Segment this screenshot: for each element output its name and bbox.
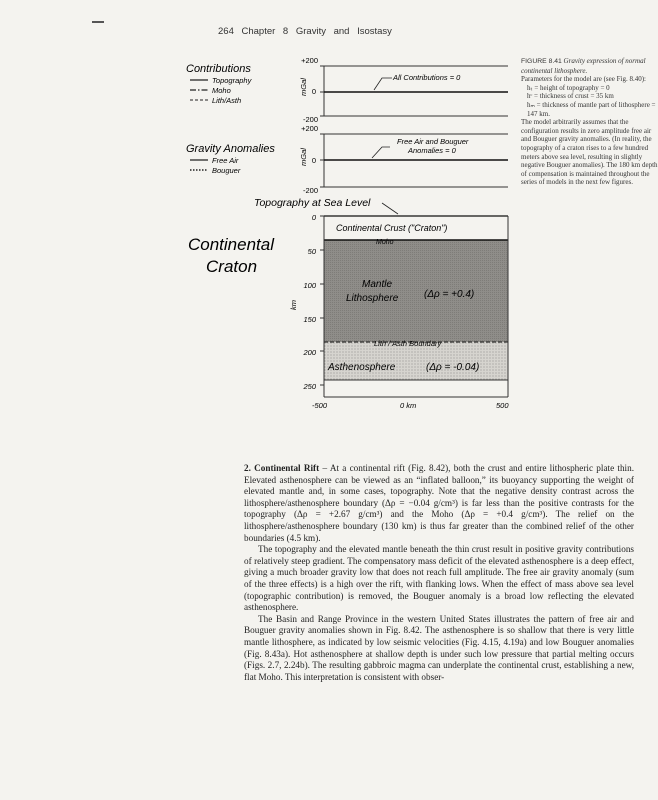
depth-tick: 200 [303,348,316,357]
tick-label: 0 [311,156,316,165]
body-paragraph: The Basin and Range Province in the western United States illustrates the pattern of free air and Bouguer gravity anomalies shown in Fig. 8.42. The asthenosphere is so shallow that there is very little mantle lithosphere, as indicated by low seismic velocities (Fig. 4.15, 4.19a) and low Bouguer anomalies (Fig. 8.43a). Hot asthenosphere at shallow depth is under such low pressure that partial melting occurs (Figs. 2.7, 2.24b). The resulting gabbroic magma can underplate the continental crust, establishing a new, flat Moho. This interpretation is consistent with obser- [244,613,634,682]
body-paragraph: The topography and the elevated mantle beneath the thin crust result in positive gravity contributions of relatively steep gradient. The compensatory mass deficit of the elevated asthenosphere is a deep effect, giving a much broader gravity low that does not reach full amplitude. The free air gravity anomaly (sum of the three effects) is a high over the rift, with flanking lows. When the effect of mass above sea level (topographic contribution) is removed, the Bouguer anomaly is a broad low reflecting the elevated asthenosphere. [244,544,634,613]
mantle-label: Lithosphere [346,293,399,304]
figure-caption [521,57,658,187]
anomalies-panel [186,124,508,195]
depth-tick: 250 [303,382,316,391]
depth-tick: 50 [307,247,316,256]
y-axis-label: mGal [299,78,308,96]
y-axis-label: mGal [299,148,308,166]
boundary-label: Lith / Asth Boundary [374,339,442,348]
caption-param: hᶜ = thickness of crust = 35 km [527,92,614,101]
body-text [244,463,634,683]
moho-label: Moho [376,239,394,246]
x-tick: 0 km [400,401,417,410]
caption-title: Gravity expression of normal continental lithosphere. [521,57,646,75]
body-paragraph: 2. Continental Rift – At a continental rift (Fig. 8.42), both the crust and entire lithospheric plate thin. Elevated asthenosphere can be viewed as an “inflated balloon,” its buoyancy supporting the weight of elevated mantle and, in some cases, topography. Note that the negative density contrast across the lithosphere/asthenosphere boundary (Δρ = −0.04 g/cm³) is far less than the positive contrasts for the topography (Δρ = +2.67 g/cm³) and the Moho (Δρ = +0.4 g/cm³). The relief on the lithosphere/asthenosphere boundary (130 km) is thus far greater than the combined relief of the other boundaries (4.5 km). [244,463,635,543]
mantle-density-label: (Δρ = +0.4) [424,289,475,300]
page-number: 264 [218,26,234,37]
contributions-title: Contributions [186,63,251,75]
tick-label: 0 [311,87,316,96]
chapter-title: Gravity and Isostasy [295,26,392,37]
tick-label: -200 [302,186,318,195]
depth-axis-label: km [289,300,298,310]
anomalies-annotation: Anomalies = 0 [408,146,456,155]
caption-param: hₜ = height of topography = 0 [527,83,610,92]
anomalies-annotation: Free Air and Bouguer [397,137,469,146]
contributions-annotation: All Contributions = 0 [393,73,461,82]
caption-param: hₘ = thickness of mantle part of lithosphere = 147 km. [527,100,656,118]
tick-label: -200 [302,115,318,124]
chapter-label: Chapter 8 [241,26,289,37]
anomalies-title: Gravity Anomalies [186,143,275,155]
caption-intro: Parameters for the model are (see Fig. 8.40): [521,75,646,84]
crust-label: Continental Crust ("Craton") [336,223,448,233]
depth-tick: 100 [303,281,316,290]
legend-label: Free Air [212,156,239,165]
asthenosphere-label: Asthenosphere [328,362,396,373]
craton-model [188,213,509,410]
section-heading: 2. Continental Rift [244,463,320,473]
asthenosphere-density-label: (Δρ = -0.04) [426,362,480,373]
depth-tick: 0 [311,213,316,222]
model-title: Continental [188,235,275,254]
legend-label: Lith/Asth [212,96,242,105]
legend-label: Topography [212,76,252,85]
x-tick: -500 [312,401,328,410]
legend-label: Moho [212,86,231,95]
mantle-lithosphere-layer [324,240,508,342]
contributions-panel [186,56,508,124]
model-title: Craton [206,257,258,276]
caption-text: The model arbitrarily assumes that the configuration results in zero amplitude free air and Bouguer gravity anomalies. (In reality, the topography of a craton rises to a few hundred meters above sea level, resulting in slightly negative Bouguer anomalies). The 180 km depth of compensation is maintained throughout the series of models in the next few figures. [521,118,658,187]
caption-number: FIGURE 8.41 [521,58,562,65]
sea-level-label: Topography at Sea Level [254,197,371,209]
depth-tick: 150 [303,315,316,324]
tick-label: +200 [301,56,318,65]
legend-label: Bouguer [212,166,241,175]
x-tick: 500 [496,401,509,410]
mantle-label: Mantle [362,279,393,290]
tick-label: +200 [301,124,318,133]
